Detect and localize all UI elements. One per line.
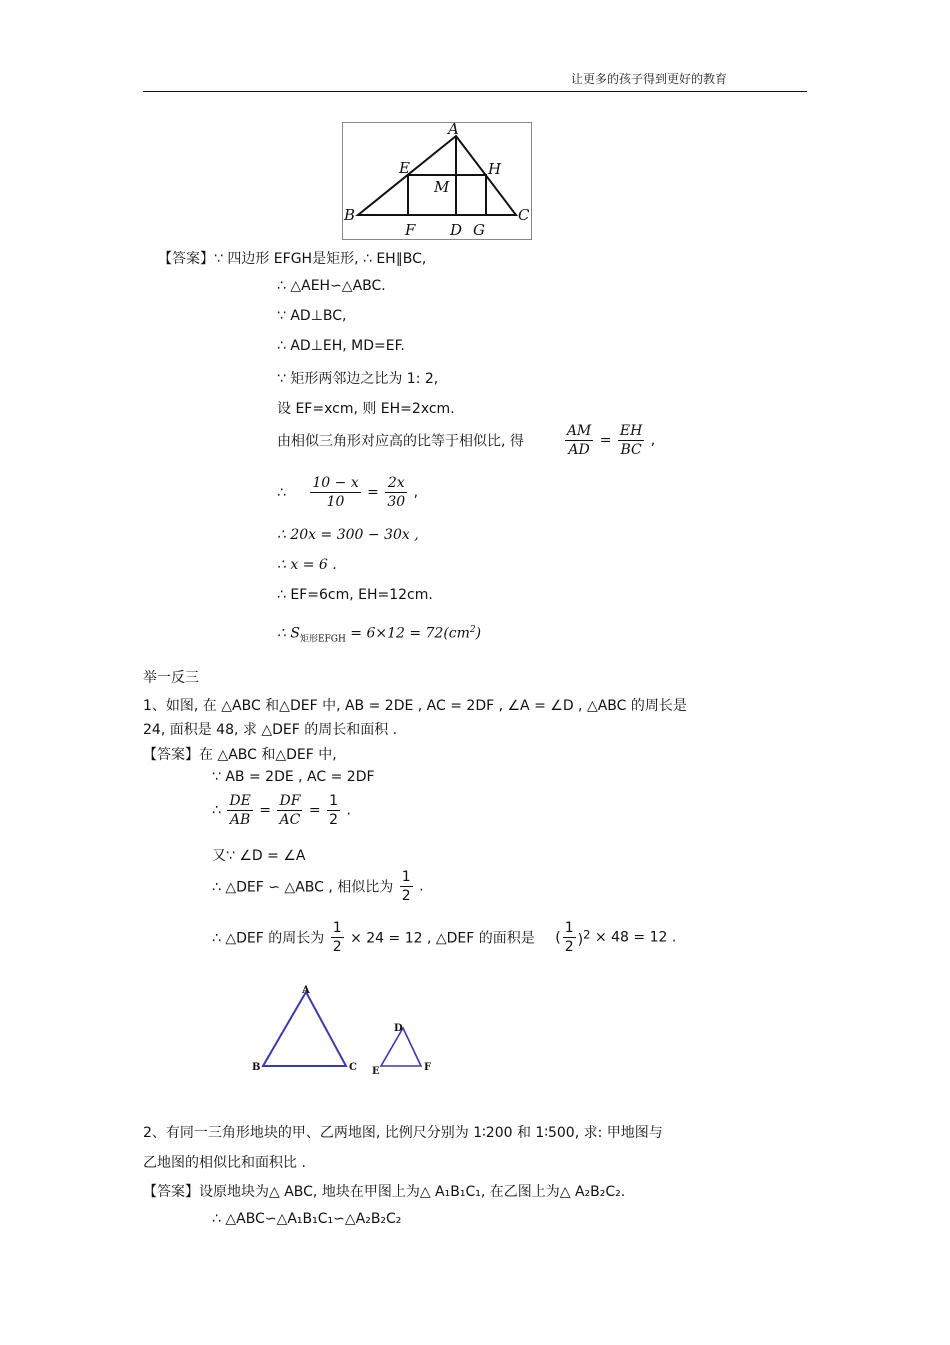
- fraction-am-ad: $\frac{AM}{AD}$: [566, 423, 592, 458]
- header-divider: [143, 91, 807, 92]
- figure-rectangle-in-triangle: [342, 122, 532, 240]
- fraction-one-half-a: $\frac{1}{2}$: [329, 793, 338, 828]
- solution1-line9: ∴ 20x = 300 − 30x ,: [277, 527, 419, 543]
- tri-label-c: C: [349, 1062, 357, 1073]
- label-c: C: [518, 206, 530, 224]
- tri-label-a: A: [302, 985, 310, 996]
- answer1-line5: ∴ △DEF ∽ △ABC , 相似比为 $\frac{1}{2}$ .: [212, 869, 424, 904]
- solution1-line12: ∴ $S_{矩形EFGH} = 6\times 12 = 72(cm^2)$: [277, 625, 482, 645]
- label-g: G: [473, 221, 485, 239]
- solution1-line1: [158, 248, 426, 268]
- figure-similar-triangles: [248, 982, 438, 1077]
- solution1-line7: 由相似三角形对应高的比等于相似比, 得 $\frac{AM}{AD}$ = $\frac{EH}{BC}$ ,: [277, 423, 656, 458]
- answer1-line2: ∵ AB = 2DE , AC = 2DF: [212, 769, 375, 785]
- label-m: M: [434, 178, 450, 196]
- solution1-line10: ∴ x = 6 .: [277, 557, 337, 573]
- l7-text: 由相似三角形对应高的比等于相似比, 得: [277, 433, 524, 450]
- label-d: D: [450, 221, 463, 239]
- solution1-line8: ∴ $\frac{10 - x}{10}$ = $\frac{2x}{30}$ ,: [277, 475, 419, 510]
- solution1-line11: ∴ EF=6cm, EH=12cm.: [277, 587, 433, 603]
- solution1-line4: ∴ AD⊥EH, MD=EF.: [277, 338, 405, 354]
- label-b: B: [344, 206, 356, 224]
- answer1-line3: ∴ $\frac{DE}{AB}$ = $\frac{DF}{AC}$ = $\frac{1}{2}$ .: [212, 793, 351, 828]
- answer2-line2: ∴ △ABC∽△A₁B₁C₁∽△A₂B₂C₂: [212, 1211, 402, 1227]
- fraction-one-half-d: $\frac{1}{2}$: [564, 920, 574, 955]
- fraction-one-half-b: $\frac{1}{2}$: [401, 869, 411, 904]
- answer2-line1: 【答案】设原地块为△ ABC, 地块在甲图上为△ A₁B₁C₁, 在乙图上为△ A₂B₂C₂.: [143, 1184, 626, 1200]
- solution1-line2: ∴ △AEH∽△ABC.: [277, 278, 386, 294]
- solution1-line3: ∵ AD⊥BC,: [277, 308, 347, 324]
- fraction-df-ac: $\frac{DF}{AC}$: [279, 793, 301, 828]
- tri-label-e: E: [372, 1066, 380, 1077]
- label-h: H: [488, 160, 502, 178]
- answer1-line4: 又∵ ∠D = ∠A: [212, 848, 306, 864]
- fraction-eh-bc: $\frac{EH}{BC}$: [619, 423, 643, 458]
- section-title: 举一反三: [143, 670, 199, 686]
- tri-label-d: D: [394, 1023, 403, 1034]
- fraction-de-ab: $\frac{DE}{AB}$: [229, 793, 251, 828]
- fraction-10-x-over-10: $\frac{10 - x}{10}$: [312, 475, 359, 510]
- header-slogan: 让更多的孩子得到更好的教育: [571, 72, 728, 86]
- answer1-line1: 【答案】在 △ABC 和△DEF 中,: [143, 747, 337, 763]
- label-f: F: [405, 221, 416, 239]
- answer1-line6: ∴ △DEF 的周长为 $\frac{1}{2}$ × 24 = 12 , △DEF 的面积是 ( $\frac{1}{2}$ )$^2$ × 48 = 12 .: [212, 920, 677, 955]
- triangle-abc-blue: [263, 992, 346, 1066]
- solution1-line5: ∵ 矩形两邻边之比为 1: 2,: [277, 371, 439, 387]
- question2-line1: 2、有同一三角形地块的甲、乙两地图, 比例尺分别为 1∶200 和 1∶500, 求: 甲地图与: [143, 1125, 663, 1141]
- question1-line2: 24, 面积是 48, 求 △DEF 的周长和面积 .: [143, 722, 398, 738]
- tri-label-f: F: [424, 1062, 432, 1073]
- label-e: E: [399, 159, 410, 177]
- fraction-2x-over-30: $\frac{2x}{30}$: [387, 475, 406, 510]
- fraction-one-half-c: $\frac{1}{2}$: [332, 920, 342, 955]
- label-a: A: [448, 122, 459, 138]
- solution1-line6: 设 EF=xcm, 则 EH=2xcm.: [277, 401, 455, 417]
- answer-tag: 【答案】: [158, 251, 214, 267]
- question2-line2: 乙地图的相似比和面积比 .: [143, 1155, 306, 1171]
- tri-label-b: B: [252, 1062, 261, 1073]
- solution1-text: ∵ 四边形 EFGH是矩形, ∴ EH∥BC,: [214, 251, 427, 267]
- question1-line1: 1、如图, 在 △ABC 和△DEF 中, AB = 2DE , AC = 2DF , ∠A = ∠D , △ABC 的周长是: [143, 698, 687, 714]
